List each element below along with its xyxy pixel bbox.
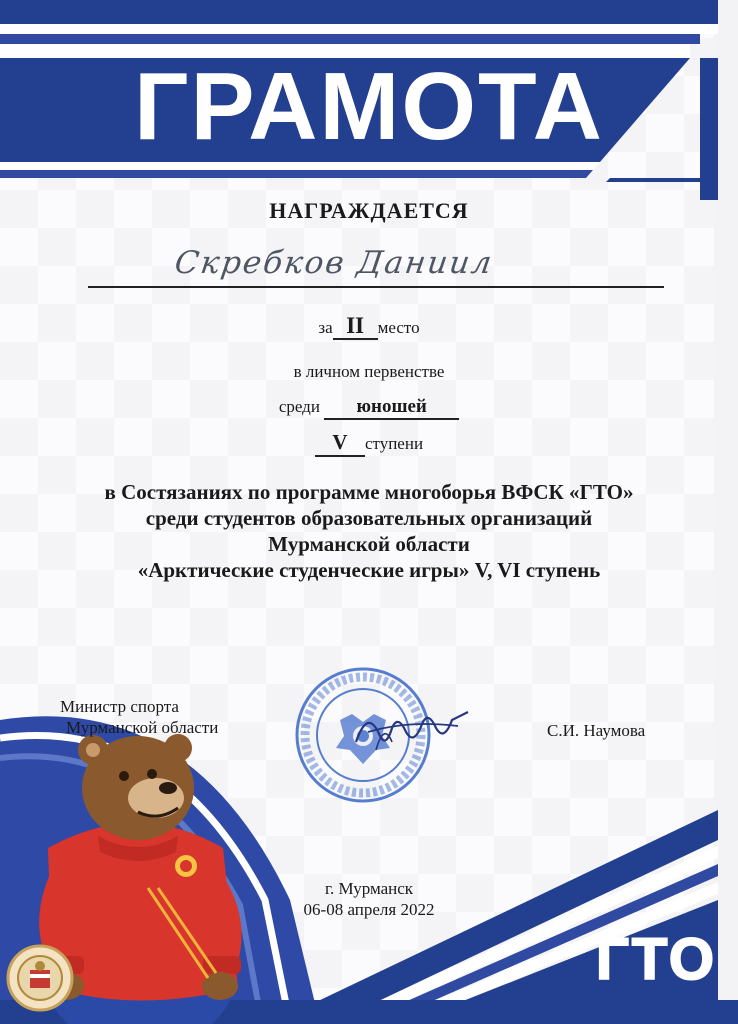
stage-suffix: ступени — [364, 434, 424, 453]
stage-value: V — [315, 430, 365, 457]
signatory-title — [60, 696, 218, 738]
competition-line: «Арктические студенческие игры» V, VI ступень — [137, 558, 601, 582]
recipient-name: Скребков Даниил — [172, 245, 496, 281]
signatory-title-line: Министр спорта — [60, 697, 179, 716]
group-row — [0, 396, 738, 420]
signatory-name: С.И. Наумова — [547, 721, 646, 740]
city: г. Мурманск — [324, 879, 414, 898]
awarded-label: НАГРАЖДАЕТСЯ — [269, 198, 469, 223]
group-prefix: среди — [278, 397, 320, 416]
place-value: II — [333, 314, 378, 340]
category-text: в личном первенстве — [293, 362, 445, 381]
signature-icon — [348, 702, 473, 757]
competition-description — [0, 479, 738, 583]
place-prefix: за — [318, 318, 333, 337]
signatory-title-line: Мурманской области — [66, 718, 219, 737]
recipient-underline — [88, 286, 664, 288]
gto-emblem-icon — [6, 944, 74, 1012]
place-date — [0, 878, 738, 920]
certificate-title: ГРАМОТА — [134, 53, 604, 160]
group-value: юношей — [324, 396, 459, 420]
event-dates: 06-08 апреля 2022 — [303, 900, 435, 919]
place-suffix: место — [377, 318, 420, 337]
competition-line: в Состязаниях по программе многоборья ВФСК «ГТО» — [104, 480, 634, 504]
stage-row — [0, 430, 738, 457]
competition-line: среди студентов образовательных организаций — [145, 506, 593, 530]
competition-line: Мурманской области — [268, 532, 470, 556]
place-row — [0, 314, 738, 340]
gto-logo: ГТО — [596, 927, 717, 992]
